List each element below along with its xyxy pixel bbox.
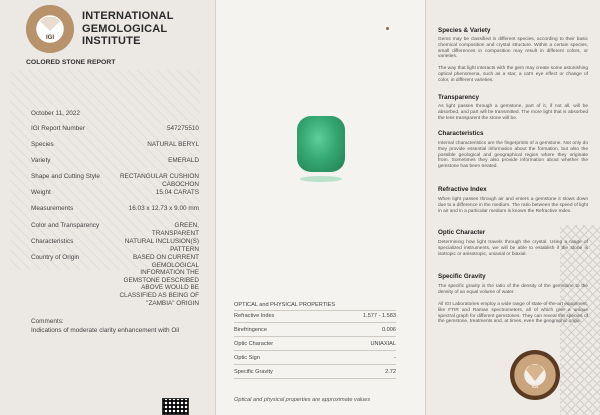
report-title: COLORED STONE REPORT — [26, 59, 116, 66]
section-text: Internal characteristics are the fingerprints of a gemstone. Not only do they provide essential information about the formation, but also the possible geological and geographical region where they originate from. Sometimes they also provide information about whether the gemstone has been treated. — [438, 141, 588, 170]
property-value: - — [394, 355, 396, 361]
org-name-line: INTERNATIONAL — [82, 10, 174, 22]
qr-code[interactable] — [162, 398, 189, 415]
seal-text: IGI — [531, 384, 539, 390]
stone-reflection — [300, 176, 342, 182]
report-date: October 11, 2022 — [31, 110, 80, 117]
property-label: Specific Gravity — [234, 369, 273, 375]
org-name-line: GEMOLOGICAL — [82, 22, 168, 35]
paper-speck — [386, 27, 389, 30]
diamond-icon — [526, 365, 544, 381]
property-label: Optic Sign — [234, 355, 260, 361]
field-value: NATURAL INCLUSION(S) PATTERN — [124, 238, 199, 253]
field-label: IGI Report Number — [31, 125, 85, 132]
field-value: EMERALD — [168, 157, 199, 164]
section-text: The way that light interacts with the gem may create some astonishing optical phenomena, such as a star, a cat's eye effect or change of color, in different varieties. — [438, 66, 588, 83]
field-value: GREEN, TRANSPARENT — [151, 222, 199, 237]
section-heading: Refractive Index — [438, 186, 487, 193]
property-value: 2.72 — [385, 369, 396, 375]
organization-name — [82, 10, 174, 48]
field-label: Shape and Cutting Style — [31, 173, 100, 180]
section-heading: Species & Variety — [438, 27, 491, 34]
field-value: 16.03 x 12.73 x 9.00 mm — [128, 205, 199, 212]
divider — [234, 310, 396, 311]
section-text: All IGI Laboratories employ a wide range of state-of-the-art equipment, like FTIR and Raman spectrometers, all of which give a unique spectral graph for different gemstones. They can reveal the species of the gemstone, treatments and, at times, even the geographic origin. — [438, 302, 588, 325]
section-heading: Specific Gravity — [438, 273, 486, 280]
property-value: 1.577 - 1.583 — [363, 313, 396, 319]
info-panel — [425, 0, 600, 415]
field-label: Weight — [31, 189, 51, 196]
comments-text: Indications of moderate clarity enhancement with Oil — [31, 327, 180, 334]
org-name-line: INSTITUTE — [82, 35, 141, 47]
field-label: Variety — [31, 157, 51, 164]
property-value: UNIAXIAL — [370, 341, 396, 347]
stone-photo-panel — [215, 0, 425, 415]
igi-seal — [510, 350, 560, 400]
properties-footnote: Optical and physical properties are approximate values — [234, 397, 371, 403]
divider — [234, 350, 396, 351]
logo-text: IGI — [45, 35, 54, 41]
field-label: Characteristics — [31, 238, 74, 245]
divider — [234, 336, 396, 337]
property-label: Birefringence — [234, 327, 267, 333]
divider — [234, 322, 396, 323]
divider — [234, 364, 396, 365]
field-label: Country of Origin — [31, 254, 80, 261]
emerald-photo — [297, 116, 345, 172]
igi-logo — [26, 5, 74, 53]
section-text: Gems may be classified in different species, according to their basic chemical composition and crystal structure. Within a certain species, small differences in composition may result in different colors, or varieties. — [438, 37, 588, 60]
comments-label: Comments: — [31, 318, 64, 325]
property-label: Refractive Index — [234, 313, 275, 319]
diamond-icon — [40, 17, 60, 31]
section-heading: Characteristics — [438, 130, 484, 137]
field-value: 15.04 CARATS — [155, 189, 199, 196]
optical-properties-title: OPTICAL and PHYSICAL PROPERTIES — [234, 302, 336, 308]
field-value: BASED ON CURRENT GEMOLOGICAL INFORMATION THE GEMSTONE DESCRIBED ABOVE WOULD BE CLASSIFIED AS BEING OF "ZAMBIA" ORIGIN — [119, 254, 199, 307]
field-value: RECTANGULAR CUSHION CABOCHON — [119, 173, 199, 188]
field-label: Species — [31, 141, 54, 148]
report-front-panel — [0, 0, 215, 415]
section-text: When light passes through air and enters a gemstone it slows down due to a difference in the medium. The ratio between the speed of light in air and in a particular medium is known the Refractive Index. — [438, 197, 588, 214]
section-text: The specific gravity is the ratio of the density of the gemstone to the density of an equal volume of water. — [438, 284, 588, 295]
property-value: 0.006 — [382, 327, 396, 333]
section-text: Determining how light travels through the crystal. Using a range of specialized instruments, we will be able to establish if the stone is isotropic or anisotropic, uniaxial or biaxial. — [438, 240, 588, 257]
divider — [234, 378, 396, 379]
section-heading: Optic Character — [438, 229, 486, 236]
field-label: Measurements — [31, 205, 74, 212]
field-value: 547275510 — [167, 125, 199, 132]
property-label: Optic Character — [234, 341, 274, 347]
field-label: Color and Transparency — [31, 222, 100, 229]
field-value: NATURAL BERYL — [147, 141, 199, 148]
section-heading: Transparency — [438, 94, 479, 101]
section-text: As light passes through a gemstone, part of it, if not all, will be absorbed, and part will be transmitted. The more light that is absorbed the less transparent the stone will be. — [438, 104, 588, 121]
